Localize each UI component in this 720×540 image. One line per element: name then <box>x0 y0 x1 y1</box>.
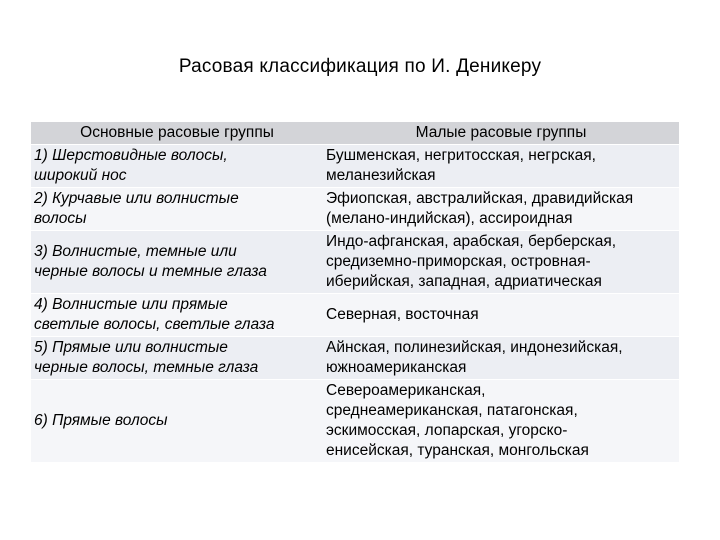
cell-line: широкий нос <box>34 167 127 184</box>
cell-line: Айнская, полинезийская, индонезийская, <box>326 339 623 356</box>
minor-group-cell <box>323 380 679 463</box>
cell-line: иберийская, западная, адриатическая <box>326 273 602 290</box>
cell-line: 6) Прямые волосы <box>34 412 168 429</box>
cell-line: черные волосы и темные глаза <box>34 263 267 280</box>
cell-line: южноамериканская <box>326 359 467 376</box>
cell-line: Северная, восточная <box>326 306 479 323</box>
cell-line: Эфиопская, австралийская, дравидийская <box>326 190 634 207</box>
cell-line: 5) Прямые или волнистые <box>34 339 228 356</box>
cell-line: 2) Курчавые или волнистые <box>34 190 239 207</box>
cell-line: средиземно-приморская, островная- <box>326 253 591 270</box>
cell-line: черные волосы, темные глаза <box>34 359 259 376</box>
header-main-groups: Основные расовые группы <box>31 122 323 145</box>
cell-line: эскимосская, лопарская, угорско- <box>326 422 568 439</box>
header-minor-groups: Малые расовые группы <box>323 122 679 145</box>
table-row <box>31 380 679 463</box>
cell-line: меланезийская <box>326 167 436 184</box>
main-group-cell <box>31 337 323 380</box>
race-classification-table <box>31 122 679 463</box>
table-row <box>31 294 679 337</box>
cell-line: Индо-афганская, арабская, берберская, <box>326 233 617 250</box>
table-header-row <box>31 122 679 145</box>
minor-group-cell <box>323 145 679 188</box>
minor-group-cell <box>323 337 679 380</box>
main-group-cell <box>31 145 323 188</box>
minor-group-cell <box>323 231 679 294</box>
table-row <box>31 188 679 231</box>
cell-line: среднеамериканская, патагонская, <box>326 402 578 419</box>
main-group-cell <box>31 294 323 337</box>
main-group-cell <box>31 188 323 231</box>
slide-title: Расовая классификация по И. Деникеру <box>178 56 542 77</box>
cell-line: 4) Волнистые или прямые <box>34 296 228 313</box>
main-group-cell <box>31 231 323 294</box>
table-row <box>31 145 679 188</box>
minor-group-cell <box>323 294 679 337</box>
minor-group-cell <box>323 188 679 231</box>
cell-line: енисейская, туранская, монгольская <box>326 442 589 459</box>
table-row <box>31 231 679 294</box>
cell-line: светлые волосы, светлые глаза <box>34 316 275 333</box>
cell-line: 3) Волнистые, темные или <box>34 243 237 260</box>
cell-line: Бушменская, негритосская, негрская, <box>326 147 596 164</box>
cell-line: 1) Шерстовидные волосы, <box>34 147 228 164</box>
cell-line: Североамериканская, <box>326 382 486 399</box>
main-group-cell <box>31 380 323 463</box>
cell-line: волосы <box>34 210 87 227</box>
cell-line: (мелано-индийская), ассироидная <box>326 210 573 227</box>
table-row <box>31 337 679 380</box>
